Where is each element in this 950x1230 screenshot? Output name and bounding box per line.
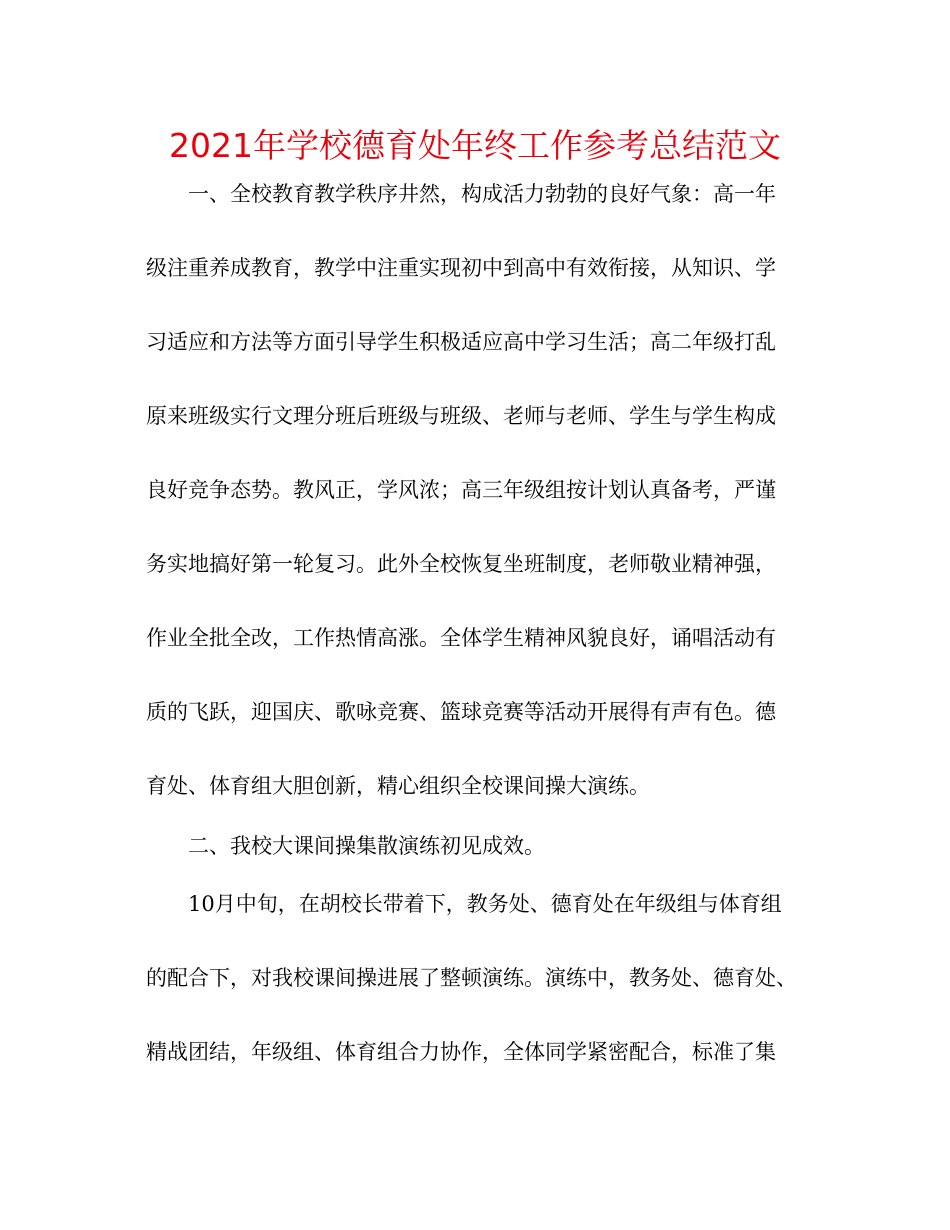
paragraph-line: 级注重养成教育，教学中注重实现初中到高中有效衔接，从知识、学 (146, 256, 776, 280)
paragraph-line: 原来班级实行文理分班后班级与班级、老师与老师、学生与学生构成 (146, 404, 776, 428)
section-heading: 二、我校大课间操集散演练初见成效。 (188, 834, 545, 858)
paragraph-line: 习适应和方法等方面引导学生积极适应高中学习生活；高二年级打乱 (146, 330, 776, 354)
paragraph-line: 一、全校教育教学秩序井然，构成活力勃勃的良好气象：高一年 (188, 182, 776, 206)
paragraph-line: 务实地搞好第一轮复习。此外全校恢复坐班制度，老师敬业精神强， (146, 552, 776, 576)
paragraph-line: 作业全批全改，工作热情高涨。全体学生精神风貌良好，诵唱活动有 (146, 626, 776, 650)
paragraph-line: 的配合下，对我校课间操进展了整顿演练。演练中，教务处、德育处、 (146, 966, 797, 990)
paragraph-line: 良好竞争态势。教风正，学风浓；高三年级组按计划认真备考，严谨 (146, 478, 776, 502)
paragraph-line: 质的飞跃，迎国庆、歌咏竞赛、篮球竞赛等活动开展得有声有色。德 (146, 700, 776, 724)
paragraph-line: 育处、体育组大胆创新，精心组织全校课间操大演练。 (146, 774, 650, 798)
document-title: 2021年学校德育处年终工作参考总结范文 (169, 126, 781, 165)
paragraph-line: 精战团结，年级组、体育组合力协作，全体同学紧密配合，标准了集 (146, 1040, 776, 1064)
paragraph-line: 10月中旬，在胡校长带着下，教务处、德育处在年级组与体育组 (188, 892, 782, 916)
